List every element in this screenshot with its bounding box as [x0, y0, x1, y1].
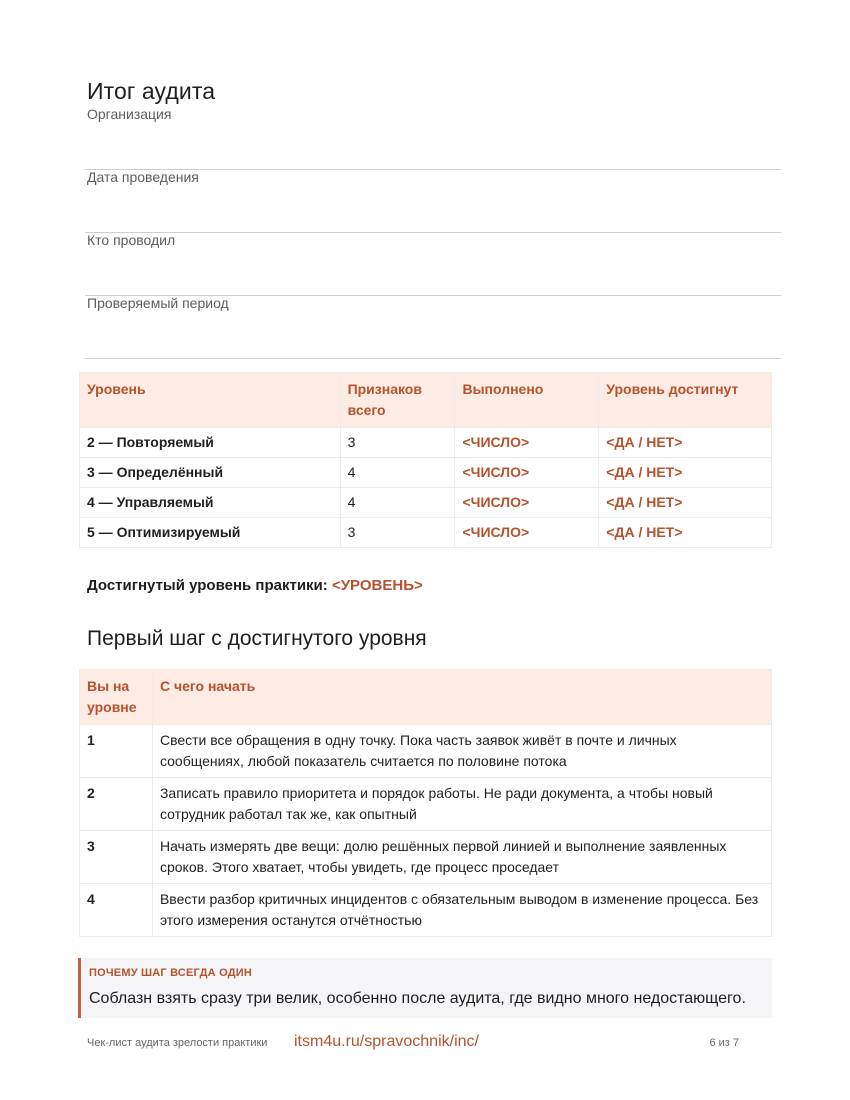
- action-cell: Начать измерять две вещи: долю решённых первой линией и выполнение заявленных сроков. Этого хватает, чтобы увидеть, где процесс проседает: [152, 831, 771, 884]
- action-cell: Записать правило приоритета и порядок работы. Не ради документа, а чтобы новый сотрудник работал так же, как опытный: [152, 778, 771, 831]
- field-label: Проверяемый период: [87, 295, 229, 311]
- column-header-done: Выполнено: [455, 373, 599, 428]
- audit-date-field[interactable]: [85, 169, 781, 233]
- level-cell: 5 — Оптимизируемый: [80, 518, 341, 548]
- level-cell: 1: [80, 725, 153, 778]
- level-cell: 2 — Повторяемый: [80, 428, 341, 458]
- page-number: 6 из 7: [709, 1037, 739, 1049]
- callout-text: Соблазн взять сразу три велик, особенно после аудита, где видно много недостающего.: [89, 990, 746, 1007]
- footer-doc-title: Чек-лист аудита зрелости практики: [87, 1037, 268, 1049]
- reached-placeholder[interactable]: <ДА / НЕТ>: [599, 488, 772, 518]
- level-cell: 3 — Определённый: [80, 458, 341, 488]
- organization-field[interactable]: [85, 106, 781, 170]
- table-row: [80, 488, 772, 518]
- table-row: [80, 725, 772, 778]
- column-header-total: Признаков всего: [340, 373, 455, 428]
- page-title: Итог аудита: [87, 78, 216, 104]
- total-cell: 4: [340, 458, 455, 488]
- done-placeholder[interactable]: <ЧИСЛО>: [455, 428, 599, 458]
- total-cell: 3: [340, 518, 455, 548]
- audit-period-field[interactable]: [85, 295, 781, 359]
- done-placeholder[interactable]: <ЧИСЛО>: [455, 488, 599, 518]
- reached-placeholder[interactable]: <ДА / НЕТ>: [599, 428, 772, 458]
- column-header-level: Уровень: [80, 373, 341, 428]
- first-step-table: [79, 669, 772, 937]
- table-row: [80, 458, 772, 488]
- field-label: Кто проводил: [87, 232, 176, 248]
- footer-link[interactable]: itsm4u.ru/spravochnik/inc/: [294, 1033, 479, 1050]
- column-header-level: Вы на уровне: [80, 670, 153, 725]
- reached-placeholder[interactable]: <ДА / НЕТ>: [599, 458, 772, 488]
- callout-caption: ПОЧЕМУ ШАГ ВСЕГДА ОДИН: [89, 967, 252, 979]
- achieved-level-label: Достигнутый уровень практики:: [87, 577, 328, 594]
- action-cell: Ввести разбор критичных инцидентов с обязательным выводом в изменение процесса. Без этого измерения останутся отчётностью: [152, 884, 771, 937]
- callout-box: [78, 958, 772, 1018]
- achieved-level: [87, 577, 423, 594]
- level-cell: 2: [80, 778, 153, 831]
- table-header-row: [80, 373, 772, 428]
- page-footer: [87, 1033, 739, 1055]
- table-header-row: [80, 670, 772, 725]
- field-label: Организация: [87, 106, 172, 122]
- reached-placeholder[interactable]: <ДА / НЕТ>: [599, 518, 772, 548]
- column-header-action: С чего начать: [152, 670, 771, 725]
- action-cell: Свести все обращения в одну точку. Пока часть заявок живёт в почте и личных сообщениях, любой показатель считается по половине потока: [152, 725, 771, 778]
- level-cell: 4: [80, 884, 153, 937]
- achieved-level-placeholder[interactable]: <УРОВЕНЬ>: [331, 577, 423, 594]
- total-cell: 3: [340, 428, 455, 458]
- levels-table: [79, 372, 772, 548]
- table-row: [80, 884, 772, 937]
- table-row: [80, 518, 772, 548]
- done-placeholder[interactable]: <ЧИСЛО>: [455, 518, 599, 548]
- column-header-reached: Уровень достигнут: [599, 373, 772, 428]
- field-label: Дата проведения: [87, 169, 199, 185]
- section-title: Первый шаг с достигнутого уровня: [87, 627, 427, 650]
- level-cell: 3: [80, 831, 153, 884]
- level-cell: 4 — Управляемый: [80, 488, 341, 518]
- table-row: [80, 428, 772, 458]
- table-row: [80, 778, 772, 831]
- table-row: [80, 831, 772, 884]
- auditor-field[interactable]: [85, 232, 781, 296]
- total-cell: 4: [340, 488, 455, 518]
- done-placeholder[interactable]: <ЧИСЛО>: [455, 458, 599, 488]
